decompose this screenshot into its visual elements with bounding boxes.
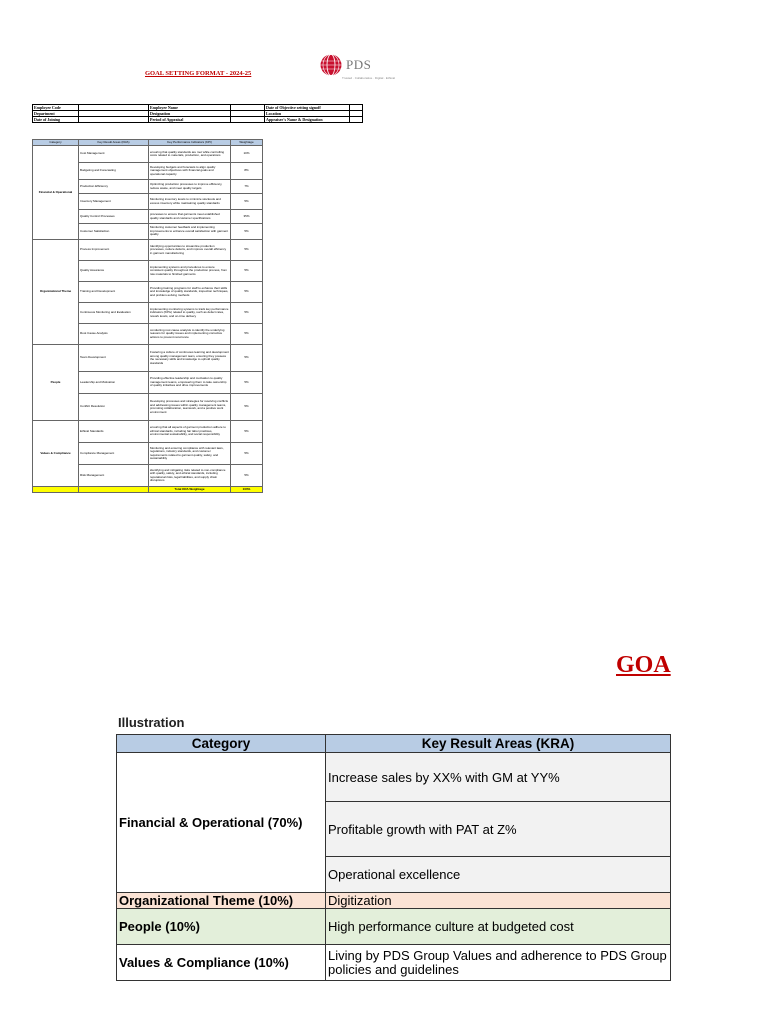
weightage-cell: 5% (231, 324, 263, 345)
total-blank-cell (79, 487, 149, 493)
category-cell: Organizational Theme (33, 240, 79, 345)
kra-cell: Compliance Management (79, 443, 149, 465)
label-designation: Designation (149, 111, 231, 117)
kra-cell: Process Improvement (79, 240, 149, 261)
weightage-cell: 5% (231, 372, 263, 394)
page2-title-partial: GOA (616, 652, 671, 678)
weightage-cell: 5% (231, 443, 263, 465)
weightage-cell: 5% (231, 465, 263, 487)
col-kra: Key Result Areas (KRA) (79, 140, 149, 146)
illustration-header (117, 735, 671, 753)
label-date-of-joining: Date of Joining (33, 117, 79, 123)
kra-cell: Quality Assurance (79, 261, 149, 282)
kpi-cell: implementing monitoring systems to track key performance indicators (KPIs) related to quality, such as defect rates, rework levels, and on-time delivery (149, 303, 231, 324)
category-cell: Organizational Theme (10%) (117, 893, 326, 909)
category-cell: Values & Compliance (33, 421, 79, 487)
kra-cell: Ethical Standards (79, 421, 149, 443)
kpi-cell: ensuring that quality standards are met while controlling costs related to materials, production, and operations (149, 146, 231, 163)
field-date-of-joining[interactable] (79, 117, 149, 123)
kra-cell: Increase sales by XX% with GM at YY% (326, 753, 671, 802)
kpi-cell: Developing processes and strategies for resolving conflicts and addressing issues within quality management teams, promoting collaboration, teamwork, and a positive work environment (149, 394, 231, 421)
kra-cell: Production Efficiency (79, 180, 149, 194)
col-kpi: Key Performance Indicators (KPI) (149, 140, 231, 146)
weightage-cell: 5% (231, 345, 263, 372)
kpi-cell: identifying and mitigating risks related to non-compliance with quality, safety, and ethical standards, including reputational risks, legal liabilities, and supply chain disruptions (149, 465, 231, 487)
weightage-cell: 5% (231, 224, 263, 240)
table-row (33, 240, 263, 261)
table-row (117, 753, 671, 802)
pds-globe-icon (320, 54, 342, 76)
kra-cell: Profitable growth with PAT at Z% (326, 802, 671, 857)
col-kra: Key Result Areas (KRA) (326, 735, 671, 753)
category-cell: Financial & Operational (33, 146, 79, 240)
table-row (117, 909, 671, 945)
kra-table (32, 139, 263, 493)
table-row (33, 146, 263, 163)
kra-cell: Living by PDS Group Values and adherence to PDS Group policies and guidelines (326, 945, 671, 981)
goal-setting-title: GOAL SETTING FORMAT - 2024-25 (145, 70, 252, 77)
table-row (33, 421, 263, 443)
kra-cell: Cost Management (79, 146, 149, 163)
kra-cell: High performance culture at budgeted cost (326, 909, 671, 945)
total-label: Total KRA Weightage (149, 487, 231, 493)
kpi-cell: Developing budgets and forecasts to align quality management objectives with financial goals and operational capacity (149, 163, 231, 180)
kpi-cell: Monitoring customer feedback and implementing improvements to enhance overall satisfaction with garment quality (149, 224, 231, 240)
kpi-cell: Providing effective leadership and motivation to quality management teams, empowering them to take ownership of quality initiatives and drive improvements (149, 372, 231, 394)
kpi-cell: Fostering a culture of continuous learning and development among quality management team, ensuring they possess the necessary skills and knowledge to uphold quality standards (149, 345, 231, 372)
kpi-cell: Monitoring inventory levels to minimize stockouts and excess inventory while maintaining quality standards (149, 194, 231, 210)
weightage-cell: 5% (231, 261, 263, 282)
weightage-cell: 7% (231, 180, 263, 194)
weightage-cell: 10% (231, 146, 263, 163)
col-category: Category (117, 735, 326, 753)
weightage-cell: 5% (231, 394, 263, 421)
kra-cell: Customer Satisfaction (79, 224, 149, 240)
illustration-table (116, 734, 671, 981)
kra-cell: Continuous Monitoring and Evaluation (79, 303, 149, 324)
pds-wordmark: PDS (346, 57, 372, 72)
kra-cell: Inventory Management (79, 194, 149, 210)
kpi-cell: Monitoring and ensuring compliance with relevant laws, regulations, industry standards, and customer requirements related to garment quality, safety, and sustainability (149, 443, 231, 465)
kpi-cell: Providing training programs for staff to enhance their skills and knowledge of quality standards, inspection techniques, and problem-solving methods (149, 282, 231, 303)
kra-cell: Digitization (326, 893, 671, 909)
kpi-cell: Optimizing production processes to improve efficiency, reduce waste, and meet quality targets (149, 180, 231, 194)
illustration-label: Illustration (118, 715, 185, 730)
weightage-cell: 5% (231, 421, 263, 443)
category-cell: People (10%) (117, 909, 326, 945)
kpi-cell: implementing systems and procedures to ensure consistent quality throughout the production process, from raw materials to finished garments (149, 261, 231, 282)
employee-info-table (32, 104, 363, 123)
kpi-cell: conducting root cause analysis to identify the underlying reasons for quality issues and implementing corrective actions to prevent recurrence (149, 324, 231, 345)
total-row (33, 487, 263, 493)
weightage-cell: 5% (231, 303, 263, 324)
label-appraisal-period: Period of Appraisal (149, 117, 231, 123)
label-department: Department (33, 111, 79, 117)
weightage-cell: 5% (231, 282, 263, 303)
field-appraiser-name[interactable] (350, 117, 363, 123)
weightage-cell: 8% (231, 163, 263, 180)
kra-cell: Conflict Resolution (79, 394, 149, 421)
total-value: 100% (231, 487, 263, 493)
kra-cell: Operational excellence (326, 857, 671, 893)
total-blank-cell (33, 487, 79, 493)
kpi-cell: ensuring that all aspects of garment production adhere to ethical standards, including fair labor practices, environmental sustainability, and social responsibility (149, 421, 231, 443)
weightage-cell: 5% (231, 240, 263, 261)
kpi-cell: Identifying opportunities to streamline production processes, reduce defects, and improve overall efficiency in garment manufacturing (149, 240, 231, 261)
category-cell: Values & Compliance (10%) (117, 945, 326, 981)
employee-info-row (33, 117, 363, 123)
table-row (117, 893, 671, 909)
table-row (33, 345, 263, 372)
label-objective-signoff-date: Date of Objective setting signoff (265, 105, 350, 111)
kra-cell: Leadership and Motivation (79, 372, 149, 394)
col-category: Category (33, 140, 79, 146)
kra-cell: Team Development (79, 345, 149, 372)
kra-cell: Root Cause Analysis (79, 324, 149, 345)
weightage-cell: 35% (231, 210, 263, 224)
pds-tagline: Trusted · Collaborative · Digital · Ethical (342, 76, 395, 80)
field-appraisal-period[interactable] (231, 117, 265, 123)
kra-cell: Training and Development (79, 282, 149, 303)
label-employee-code: Employee Code (33, 105, 79, 111)
table-row (117, 945, 671, 981)
pds-logo (320, 54, 395, 82)
kra-cell: Risk Management (79, 465, 149, 487)
category-cell: Financial & Operational (70%) (117, 753, 326, 893)
kra-cell: Quality Control Processes (79, 210, 149, 224)
label-appraiser-name: Appraiser's Name & Designation (265, 117, 350, 123)
weightage-cell: 5% (231, 194, 263, 210)
label-location: Location (265, 111, 350, 117)
kra-cell: Budgeting and Forecasting (79, 163, 149, 180)
kpi-cell: processes to ensure that garments meet established quality standards and customer specifications (149, 210, 231, 224)
label-employee-name: Employee Name (149, 105, 231, 111)
col-weightage: Weightage (231, 140, 263, 146)
category-cell: People (33, 345, 79, 421)
